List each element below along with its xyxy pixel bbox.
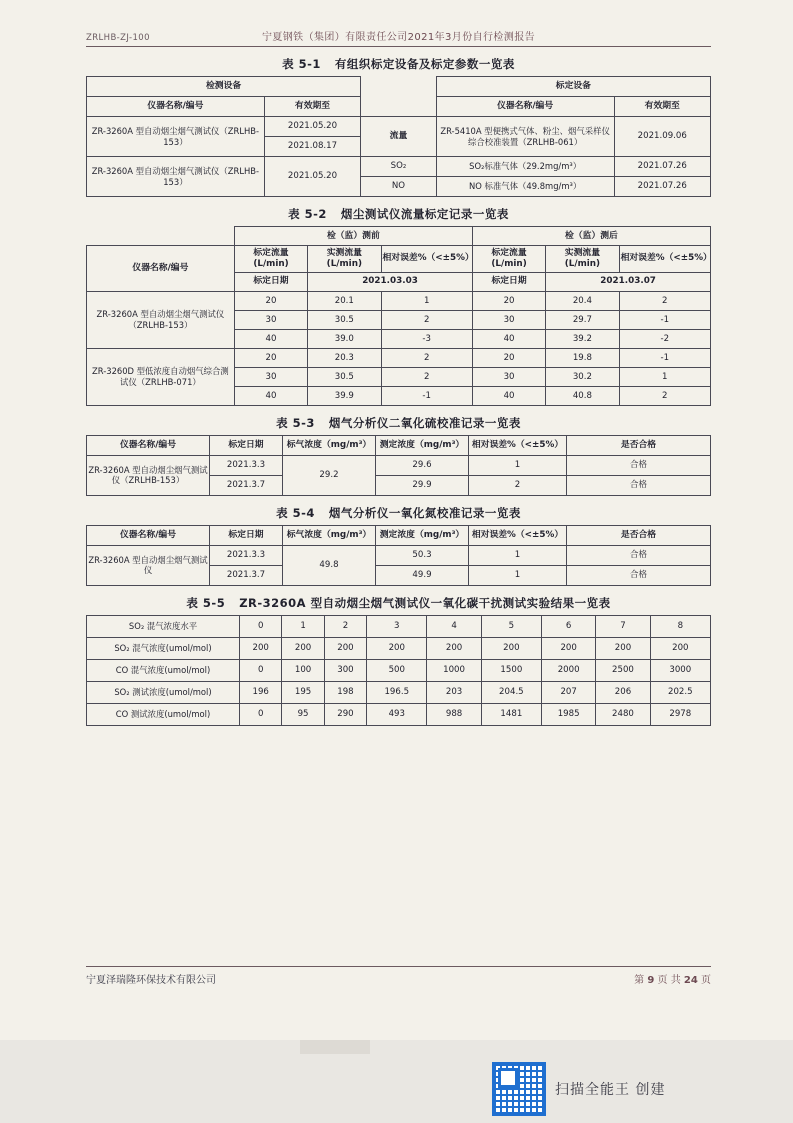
- page-middle: 页 共: [657, 975, 681, 986]
- cell-value: 207: [542, 681, 596, 703]
- cell-measured: 49.9: [376, 565, 469, 585]
- page-total: 24: [683, 975, 698, 986]
- cell-valid-until: 2021.08.17: [264, 137, 360, 157]
- col-std-flow: 标定流量(L/min): [234, 246, 307, 273]
- cell-cal-date: 2021.3.3: [210, 455, 283, 475]
- table-5-3: [86, 435, 711, 496]
- cell-value: 20: [234, 348, 307, 367]
- col-instrument: 仪器名称/编号: [87, 435, 210, 455]
- table-row: [87, 455, 711, 475]
- col-cal-date: 标定日期: [210, 525, 283, 545]
- col-cal-date: 标定日期: [210, 435, 283, 455]
- col-rel-error: 相对误差%（<±5%）: [469, 525, 567, 545]
- page-prefix: 第: [634, 975, 645, 986]
- value-cal-date-before: 2021.03.03: [308, 272, 473, 291]
- table-5-2-caption: 烟尘测试仪流量标定记录一览表: [340, 207, 509, 221]
- cell-value: 200: [240, 637, 282, 659]
- table-row: [87, 659, 711, 681]
- cell-value: 30: [234, 367, 307, 386]
- cell-error: 1: [469, 545, 567, 565]
- table-5-2: [86, 226, 711, 406]
- table-5-5: [86, 615, 711, 726]
- cell-value: 0: [240, 615, 282, 637]
- report-title: 宁夏钢铁（集团）有限责任公司2021年3月份自行检测报告: [261, 32, 535, 43]
- cell-value: 493: [367, 703, 427, 725]
- cell-param: SO₂: [361, 157, 437, 177]
- cell-param: NO: [361, 177, 437, 197]
- col-measured-conc: 测定浓度（mg/m³）: [376, 525, 469, 545]
- page-header: [86, 28, 711, 47]
- cell-value: 30.5: [308, 310, 381, 329]
- col-rel-error: 相对误差%（<±5%）: [381, 246, 472, 273]
- table-row: [87, 525, 711, 545]
- cell-value: 2: [381, 348, 472, 367]
- qr-code-icon: [492, 1062, 546, 1116]
- col-pass: 是否合格: [567, 435, 711, 455]
- table-5-5-number: 表 5-5: [186, 595, 226, 610]
- cell-value: 40: [472, 386, 545, 405]
- cell-value: 30.5: [308, 367, 381, 386]
- cell-instrument-name: ZR-3260A 型自动烟尘烟气测试仪（ZRLHB-153）: [87, 117, 265, 157]
- table-5-3-caption: 烟气分析仪二氧化硫校准记录一览表: [328, 415, 521, 430]
- cell-error: 1: [469, 455, 567, 475]
- cell-value: 203: [427, 681, 481, 703]
- scan-watermark: [492, 1062, 665, 1116]
- table-row: [87, 77, 711, 97]
- cell-instrument-name: ZR-3260A 型自动烟尘烟气测试仪（ZRLHB-153）: [87, 157, 265, 197]
- page-number: [634, 971, 711, 986]
- cell-value: 200: [650, 637, 710, 659]
- table-5-2-number: 表 5-2: [288, 207, 327, 221]
- cell-pass: 合格: [567, 565, 711, 585]
- cell-value: 40: [234, 329, 307, 348]
- cell-cal-instrument: SO₂标准气体（29.2mg/m³）: [436, 157, 614, 177]
- table-5-4-number: 表 5-4: [276, 505, 315, 520]
- page-content: [86, 28, 711, 726]
- cell-value: 500: [367, 659, 427, 681]
- cell-value: 200: [427, 637, 481, 659]
- cell-value: 2: [381, 367, 472, 386]
- cell-value: 200: [542, 637, 596, 659]
- group-header-left: 检测设备: [87, 77, 361, 97]
- cell-value: 40: [472, 329, 545, 348]
- table-row: [87, 435, 711, 455]
- cell-instrument: ZR-3260A 型自动烟尘烟气测试仪（ZRLHB-153）: [87, 455, 210, 495]
- cell-std-conc: 49.8: [283, 545, 376, 585]
- footer-company: 宁夏泽瑞隆环保技术有限公司: [86, 975, 216, 986]
- col-cal-valid-until: 有效期至: [614, 97, 710, 117]
- cell-value: 200: [282, 637, 324, 659]
- col-std-conc: 标气浓度（mg/m³）: [283, 525, 376, 545]
- cell-value: 200: [367, 637, 427, 659]
- cell-value: 30: [472, 310, 545, 329]
- cell-cal-date: 2021.3.3: [210, 545, 283, 565]
- cell-cal-valid: 2021.09.06: [614, 117, 710, 157]
- col-std-flow-2: 标定流量(L/min): [472, 246, 545, 273]
- cell-measured: 29.9: [376, 475, 469, 495]
- doc-code: ZRLHB-ZJ-100: [86, 33, 150, 43]
- table-row: [87, 545, 711, 565]
- cell-value: 29.7: [546, 310, 619, 329]
- table-5-2-title: [86, 206, 711, 222]
- cell-value: 39.9: [308, 386, 381, 405]
- cell-cal-date: 2021.3.7: [210, 475, 283, 495]
- col-rel-error: 相对误差%（<±5%）: [469, 435, 567, 455]
- cell-value: 40.8: [546, 386, 619, 405]
- cell-std-conc: 29.2: [283, 455, 376, 495]
- cell-value: 1: [381, 291, 472, 310]
- group-before: 检（监）测前: [234, 227, 472, 246]
- cell-value: 2000: [542, 659, 596, 681]
- label-cal-date: 标定日期: [234, 272, 307, 291]
- table-5-4-caption: 烟气分析仪一氧化氮校准记录一览表: [328, 505, 521, 520]
- cell-value: 195: [282, 681, 324, 703]
- cell-value: 6: [542, 615, 596, 637]
- cell-cal-instrument: NO 标准气体（49.8mg/m³）: [436, 177, 614, 197]
- watermark-label: 扫描全能王 创建: [555, 1082, 666, 1098]
- cell-value: 2: [619, 386, 710, 405]
- cell-cal-valid: 2021.07.26: [614, 157, 710, 177]
- cell-value: 40: [234, 386, 307, 405]
- table-row: [87, 681, 711, 703]
- cell-value: -2: [619, 329, 710, 348]
- cell-value: 20: [234, 291, 307, 310]
- cell-value: 1985: [542, 703, 596, 725]
- cell-value: 20: [472, 348, 545, 367]
- cell-value: 0: [240, 659, 282, 681]
- table-5-4: [86, 525, 711, 586]
- row-label: CO 测试浓度(umol/mol): [87, 703, 240, 725]
- table-5-1-number: 表 5-1: [282, 57, 321, 71]
- cell-instrument: ZR-3260A 型自动烟尘烟气测试仪: [87, 545, 210, 585]
- col-instrument: 仪器名称/编号: [87, 525, 210, 545]
- cell-value: 1: [619, 367, 710, 386]
- cell-error: 1: [469, 565, 567, 585]
- cell-measured: 29.6: [376, 455, 469, 475]
- cell-value: 100: [282, 659, 324, 681]
- row-label: CO 混气浓度(umol/mol): [87, 659, 240, 681]
- col-meas-flow: 实测流量(L/min): [308, 246, 381, 273]
- cell-value: 1500: [481, 659, 541, 681]
- page-suffix: 页: [701, 975, 711, 986]
- cell-error: 2: [469, 475, 567, 495]
- cell-value: 30: [234, 310, 307, 329]
- table-5-3-title: [86, 415, 711, 431]
- cell-value: 204.5: [481, 681, 541, 703]
- cell-value: 7: [596, 615, 650, 637]
- cell-value: 196: [240, 681, 282, 703]
- cell-cal-date: 2021.3.7: [210, 565, 283, 585]
- cell-value: -3: [381, 329, 472, 348]
- cell-value: 3000: [650, 659, 710, 681]
- group-after: 检（监）测后: [472, 227, 710, 246]
- cell-value: 2: [619, 291, 710, 310]
- cell-value: -1: [619, 310, 710, 329]
- cell-value: 20.3: [308, 348, 381, 367]
- page-footer: [86, 966, 711, 986]
- scan-artifact: [300, 1040, 370, 1054]
- col-meas-flow-2: 实测流量(L/min): [546, 246, 619, 273]
- cell-value: 300: [324, 659, 366, 681]
- cell-value: 2480: [596, 703, 650, 725]
- table-5-1: [86, 76, 711, 197]
- table-row: [87, 348, 711, 367]
- col-std-conc: 标气浓度（mg/m³）: [283, 435, 376, 455]
- table-row: [87, 615, 711, 637]
- cell-value: 198: [324, 681, 366, 703]
- label-cal-date-2: 标定日期: [472, 272, 545, 291]
- cell-value: 1000: [427, 659, 481, 681]
- cell-pass: 合格: [567, 475, 711, 495]
- cell-value: 30: [472, 367, 545, 386]
- cell-value: 200: [481, 637, 541, 659]
- cell-cal-instrument: ZR-5410A 型便携式气体、粉尘、烟气采样仪综合校准装置（ZRLHB-061）: [436, 117, 614, 157]
- cell-value: 988: [427, 703, 481, 725]
- table-row: [87, 291, 711, 310]
- cell-value: 8: [650, 615, 710, 637]
- cell-valid-until: 2021.05.20: [264, 117, 360, 137]
- cell-pass: 合格: [567, 455, 711, 475]
- cell-measured: 50.3: [376, 545, 469, 565]
- cell-value: 1: [282, 615, 324, 637]
- table-5-5-title: [86, 595, 711, 611]
- cell-value: 3: [367, 615, 427, 637]
- table-5-1-title: [86, 56, 711, 72]
- row-label: SO₂ 混气浓度(umol/mol): [87, 637, 240, 659]
- cell-pass: 合格: [567, 545, 711, 565]
- table-row: [87, 637, 711, 659]
- cell-value: 4: [427, 615, 481, 637]
- cell-value: 2: [324, 615, 366, 637]
- col-pass: 是否合格: [567, 525, 711, 545]
- cell-value: -1: [381, 386, 472, 405]
- group-header-right: 标定设备: [436, 77, 710, 97]
- cell-value: 2: [381, 310, 472, 329]
- row-label: SO₂ 测试浓度(umol/mol): [87, 681, 240, 703]
- cell-value: 1481: [481, 703, 541, 725]
- cell-value: 290: [324, 703, 366, 725]
- cell-value: 39.2: [546, 329, 619, 348]
- value-cal-date-after: 2021.03.07: [546, 272, 711, 291]
- cell-instrument: ZR-3260D 型低浓度自动烟气综合测试仪（ZRLHB-071）: [87, 348, 235, 405]
- cell-value: 20: [472, 291, 545, 310]
- cell-valid-until: 2021.05.20: [264, 157, 360, 197]
- cell-value: 202.5: [650, 681, 710, 703]
- cell-value: 5: [481, 615, 541, 637]
- cell-value: 196.5: [367, 681, 427, 703]
- table-5-4-title: [86, 505, 711, 521]
- col-instrument: 仪器名称/编号: [87, 246, 235, 292]
- table-row: [87, 703, 711, 725]
- table-row: [87, 227, 711, 246]
- cell-value: 20.4: [546, 291, 619, 310]
- col-valid-until: 有效期至: [264, 97, 360, 117]
- table-5-1-caption: 有组织标定设备及标定参数一览表: [334, 57, 515, 71]
- cell-value: 95: [282, 703, 324, 725]
- cell-value: 19.8: [546, 348, 619, 367]
- cell-value: 2500: [596, 659, 650, 681]
- col-measured-conc: 测定浓度（mg/m³）: [376, 435, 469, 455]
- cell-cal-valid: 2021.07.26: [614, 177, 710, 197]
- cell-value: -1: [619, 348, 710, 367]
- cell-value: 200: [324, 637, 366, 659]
- cell-value: 20.1: [308, 291, 381, 310]
- cell-value: 206: [596, 681, 650, 703]
- cell-value: 2978: [650, 703, 710, 725]
- col-rel-error-2: 相对误差%（<±5%）: [619, 246, 710, 273]
- col-cal-instrument: 仪器名称/编号: [436, 97, 614, 117]
- table-5-3-number: 表 5-3: [276, 415, 315, 430]
- table-5-5-caption: ZR-3260A 型自动烟尘烟气测试仪一氧化碳干扰测试实验结果一览表: [239, 595, 611, 610]
- table-row: [87, 246, 711, 273]
- cell-value: 30.2: [546, 367, 619, 386]
- cell-instrument: ZR-3260A 型自动烟尘烟气测试仪（ZRLHB-153）: [87, 291, 235, 348]
- cell-value: 200: [596, 637, 650, 659]
- table-row: [87, 117, 711, 137]
- col-instrument-name: 仪器名称/编号: [87, 97, 265, 117]
- cell-value: 39.0: [308, 329, 381, 348]
- page-current: 9: [647, 975, 655, 986]
- table-row: [87, 157, 711, 177]
- cell-param: 流量: [361, 117, 437, 157]
- row-label: SO₂ 混气浓度水平: [87, 615, 240, 637]
- cell-value: 0: [240, 703, 282, 725]
